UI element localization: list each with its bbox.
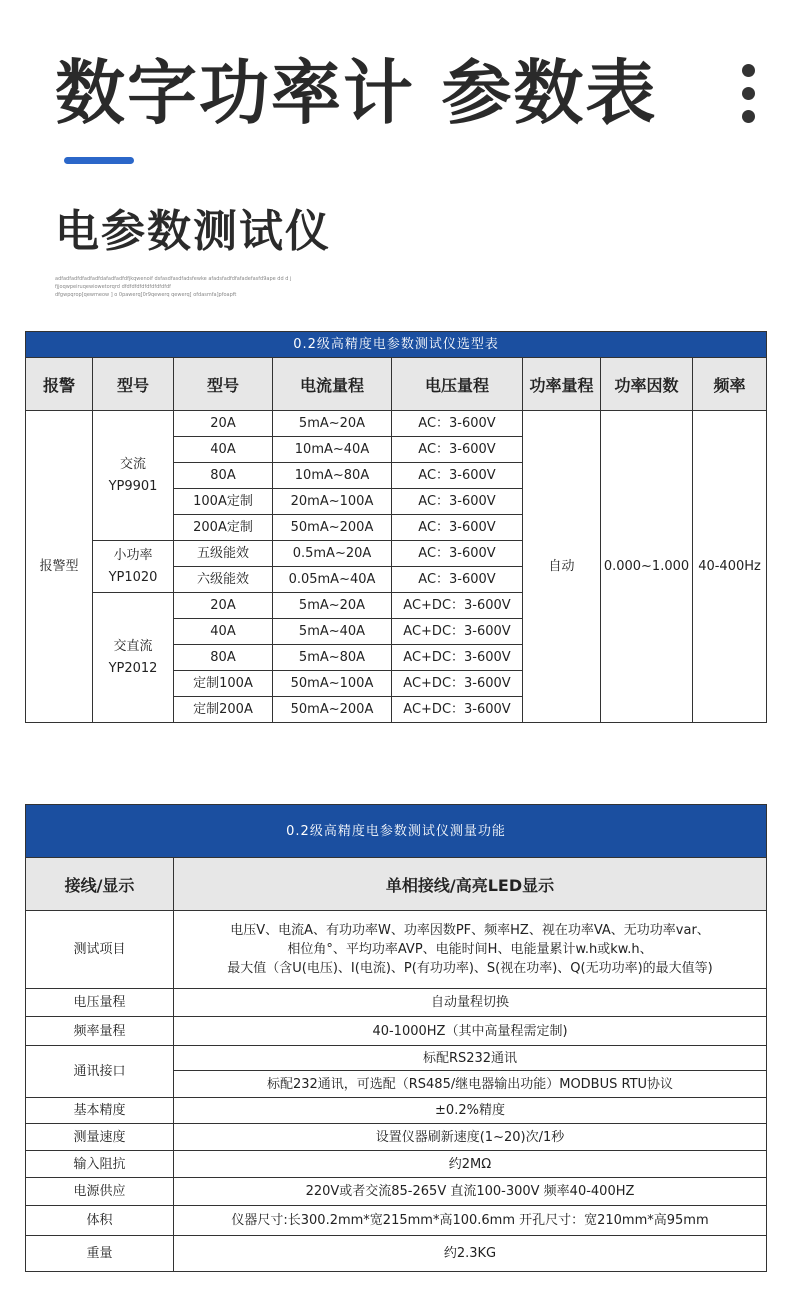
voltage-cell: AC+DC：3-600V: [392, 619, 523, 645]
current-cell: 10mA~40A: [273, 437, 392, 463]
weight-value: 约2.3KG: [174, 1236, 767, 1272]
selection-table: [25, 331, 767, 723]
test-items-label: 测试项目: [26, 911, 174, 989]
comm-value: 标配232通讯，可选配（RS485/继电器输出功能）MODBUS RTU协议: [174, 1071, 767, 1098]
voltage-cell: AC+DC：3-600V: [392, 593, 523, 619]
current-cell: 0.5mA~20A: [273, 541, 392, 567]
model-group-low-power: [93, 541, 174, 593]
voltage-cell: AC+DC：3-600V: [392, 697, 523, 723]
current-cell: 5mA~40A: [273, 619, 392, 645]
current-cell: 50mA~200A: [273, 697, 392, 723]
decorative-small-text: [55, 275, 335, 299]
table-row: [26, 1178, 767, 1206]
size-label: 体积: [26, 1206, 174, 1236]
table-row: [26, 911, 767, 989]
speed-label: 测量速度: [26, 1124, 174, 1151]
col-header-power-factor: 功率因数: [601, 358, 693, 411]
voltage-cell: AC：3-600V: [392, 515, 523, 541]
small-text-line: fjjoqwpeiruqewiowetorqrd dfdfdfdfdfdfdfdfdfdf: [55, 284, 171, 290]
type-cell: 定制200A: [174, 697, 273, 723]
table-row: [26, 411, 767, 437]
test-items-line: 最大值（含U(电压)、I(电流)、P(有功功率)、S(视在功率)、Q(无功功率)的最大值等): [227, 961, 713, 976]
type-cell: 40A: [174, 437, 273, 463]
group-model: YP9901: [108, 478, 158, 494]
col-header-model: 型号: [93, 358, 174, 411]
model-group-acdc: [93, 593, 174, 723]
current-cell: 50mA~200A: [273, 515, 392, 541]
test-items-value: [174, 911, 767, 989]
type-cell: 40A: [174, 619, 273, 645]
comm-label: 通讯接口: [26, 1046, 174, 1098]
alarm-cell: 报警型: [26, 411, 93, 723]
voltage-range-value: 自动量程切换: [174, 989, 767, 1017]
type-cell: 五级能效: [174, 541, 273, 567]
col-header-frequency: 频率: [693, 358, 767, 411]
voltage-cell: AC：3-600V: [392, 411, 523, 437]
group-name: 小功率: [113, 547, 153, 563]
model-group-ac: [93, 411, 174, 541]
table-row: [26, 1206, 767, 1236]
current-cell: 5mA~80A: [273, 645, 392, 671]
power-factor-cell: 0.000~1.000: [601, 411, 693, 723]
power-range-cell: 自动: [523, 411, 601, 723]
size-value: 仪器尺寸:长300.2mm*宽215mm*高100.6mm 开孔尺寸：宽210mm*高95mm: [174, 1206, 767, 1236]
table-row: [26, 1046, 767, 1071]
wiring-value: 单相接线/高亮LED显示: [174, 858, 767, 911]
title-accent-bar: [64, 157, 134, 164]
impedance-label: 输入阻抗: [26, 1151, 174, 1178]
type-cell: 80A: [174, 645, 273, 671]
current-cell: 10mA~80A: [273, 463, 392, 489]
freq-range-value: 40-1000HZ（其中高量程需定制): [174, 1017, 767, 1046]
group-model: YP1020: [108, 569, 158, 585]
speed-value: 设置仪器刷新速度(1~20)次/1秒: [174, 1124, 767, 1151]
type-cell: 80A: [174, 463, 273, 489]
test-items-line: 相位角°、平均功率AVP、电能时间H、电能量累计w.h或kw.h、: [287, 942, 653, 957]
function-table-title: 0.2级高精度电参数测试仪测量功能: [26, 805, 767, 858]
type-cell: 200A定制: [174, 515, 273, 541]
type-cell: 定制100A: [174, 671, 273, 697]
col-header-alarm: 报警: [26, 358, 93, 411]
small-text-line: dfgwpqrop[qewmeow ] o 0pawerq[0r9qewerq qewerq[ ofdasmfa]pfoapft: [55, 292, 237, 298]
current-cell: 5mA~20A: [273, 411, 392, 437]
page-subtitle: 电参数测试仪: [55, 206, 331, 257]
voltage-cell: AC：3-600V: [392, 437, 523, 463]
power-supply-label: 电源供应: [26, 1178, 174, 1206]
table-row: [26, 1017, 767, 1046]
test-items-line: 电压V、电流A、有功功率W、功率因数PF、频率HZ、视在功率VA、无功功率var、: [230, 923, 710, 938]
power-supply-value: 220V或者交流85-265V 直流100-300V 频率40-400HZ: [174, 1178, 767, 1206]
table-row: [26, 1236, 767, 1272]
group-model: YP2012: [108, 660, 158, 676]
comm-value: 标配RS232通讯: [174, 1046, 767, 1071]
current-cell: 5mA~20A: [273, 593, 392, 619]
group-name: 交直流: [113, 638, 153, 654]
voltage-cell: AC：3-600V: [392, 463, 523, 489]
selection-table-title: 0.2级高精度电参数测试仪选型表: [26, 332, 767, 358]
table-row: [26, 1151, 767, 1178]
current-cell: 50mA~100A: [273, 671, 392, 697]
type-cell: 六级能效: [174, 567, 273, 593]
table-row: [26, 1124, 767, 1151]
current-cell: 20mA~100A: [273, 489, 392, 515]
voltage-cell: AC：3-600V: [392, 489, 523, 515]
frequency-cell: 40-400Hz: [693, 411, 767, 723]
col-header-power-range: 功率量程: [523, 358, 601, 411]
type-cell: 100A定制: [174, 489, 273, 515]
col-header-voltage: 电压量程: [392, 358, 523, 411]
table-row: [26, 1098, 767, 1124]
accuracy-label: 基本精度: [26, 1098, 174, 1124]
type-cell: 20A: [174, 593, 273, 619]
voltage-range-label: 电压量程: [26, 989, 174, 1017]
col-header-current: 电流量程: [273, 358, 392, 411]
small-text-line: adfadfadfdfadfadfdafadfadfdfjkqwenoif dsfasdfasdfadsfewke afadsfadfdfafadefasfd9ape dd d j: [55, 276, 292, 282]
voltage-cell: AC：3-600V: [392, 567, 523, 593]
weight-label: 重量: [26, 1236, 174, 1272]
voltage-cell: AC+DC：3-600V: [392, 671, 523, 697]
voltage-cell: AC：3-600V: [392, 541, 523, 567]
voltage-cell: AC+DC：3-600V: [392, 645, 523, 671]
group-name: 交流: [119, 456, 146, 472]
freq-range-label: 频率量程: [26, 1017, 174, 1046]
impedance-value: 约2MΩ: [174, 1151, 767, 1178]
col-header-type: 型号: [174, 358, 273, 411]
wiring-label: 接线/显示: [26, 858, 174, 911]
current-cell: 0.05mA~40A: [273, 567, 392, 593]
page-title: 数字功率计 参数表: [55, 52, 658, 134]
type-cell: 20A: [174, 411, 273, 437]
more-menu-icon[interactable]: [742, 64, 760, 133]
function-table: [25, 804, 767, 1272]
accuracy-value: ±0.2%精度: [174, 1098, 767, 1124]
table-row: [26, 989, 767, 1017]
